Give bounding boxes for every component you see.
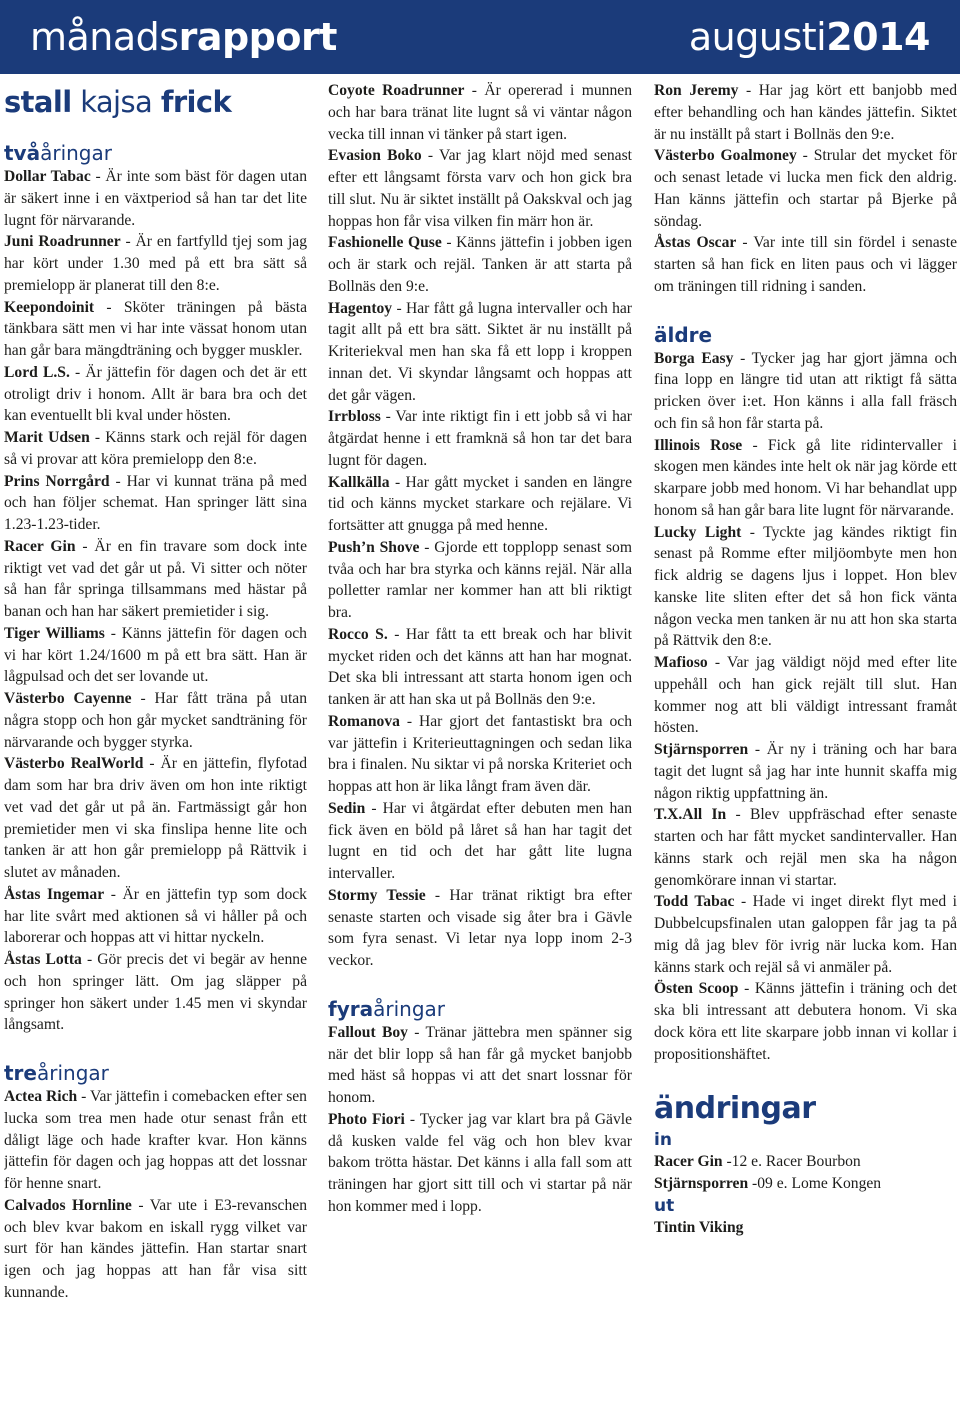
change-entry [654, 1173, 957, 1195]
horse-name: Fashionelle Quse [328, 234, 442, 252]
changes-out-list [654, 1217, 957, 1239]
horse-comment: - Var ute i E3-revanschen och blev kvar bakom en iskall rygg vilket var surt för han kändes jättefin. Han startar snart igen och jag hoppas att han får visa sitt kunnande. [4, 1196, 307, 1301]
horse-comment: - Har fått träna på utan några stopp och hon går mycket sandträning för närvarande och bygger styrka. [4, 690, 307, 751]
stable-name-last: frick [160, 85, 232, 119]
report-title-bold: rapport [178, 15, 337, 59]
horse-entry [328, 472, 632, 537]
three-year-horse-list-part-2 [328, 80, 632, 972]
spacer [4, 1036, 307, 1060]
horse-entry [328, 232, 632, 297]
horse-entry [4, 166, 307, 231]
horse-name: Västerbo Cayenne [4, 690, 132, 707]
horse-name: Åstas Lotta [4, 951, 82, 968]
horse-entry [4, 949, 307, 1036]
horse-entry [654, 435, 957, 522]
horse-comment: - Är en jättefin typ som dock har lite svårt med aktionen så vi håller på och laborerar och hoppas att vi hittar nyckeln. [4, 885, 307, 947]
horse-comment: - Har tränat riktigt bra efter senaste starten och visade sig åter bra i Gävle som fyra senast. Vi letar nya lopp inom 2-3 veckor. [328, 886, 632, 969]
horse-entry [4, 1086, 307, 1195]
horse-name: Coyote Roadrunner [328, 82, 465, 99]
horse-comment: - Var jag klart nöjd med senast efter ett långsamt första varv och hon gick bra till slut. Nu är siktet inställt på Oakskval och jag hoppas hon får visa vilken fin märr hon är. [328, 147, 632, 230]
horse-name: Åstas Ingemar [4, 885, 105, 903]
change-detail: -09 e. Lome Kongen [748, 1175, 882, 1192]
horse-entry [4, 427, 307, 471]
horse-name: Juni Roadrunner [4, 233, 121, 251]
horse-comment: - Tyckte jag kändes riktigt fin senast på Romme efter miljöombyte men hon fick aldrig se dagens ljus i loppet. Hon blev kanske lite sliten efter det så hon fick vänta någon vecka men tanken är nu att hon ska starta på Rättvik den 8:e. [654, 523, 957, 650]
horse-entry [654, 739, 957, 804]
section-heading-bold: fyra [328, 996, 374, 1021]
horse-entry [654, 145, 957, 232]
horse-entry [654, 232, 957, 297]
column-1 [4, 80, 307, 1401]
horse-entry [654, 978, 957, 1065]
horse-entry [328, 711, 632, 798]
section-heading-older [654, 322, 957, 348]
horse-comment: - Var jättefin i comebacken efter sen lucka som trea men hade otur senast från ett dåligt läge och hade krafter kvar. Hon känns jättefin för dagen och jag hoppas att det lossnar för henne snart. [4, 1088, 307, 1192]
horse-comment: - Var inte till sin fördel i senaste starten så han fick en liten paus och vi lägger om träningen till ridning i sanden. [654, 234, 957, 295]
horse-comment: - Är ny i träning och har bara tagit det lugnt så jag har inte hunnit skaffa mig någon riktig uppfattning än. [654, 741, 957, 802]
section-heading-four-year [328, 996, 632, 1022]
horse-entry [4, 231, 307, 296]
spacer [328, 972, 632, 996]
section-heading-three-year [4, 1060, 307, 1086]
section-heading-light: åringar [37, 1061, 109, 1085]
report-month [689, 15, 930, 59]
horse-entry [328, 1022, 632, 1109]
spacer [654, 298, 957, 322]
horse-comment: - Känns stark och rejäl för dagen så vi provar att köra premielopp den 8:e. [4, 429, 307, 468]
section-heading-bold: äldre [654, 322, 713, 347]
section-heading-light: åringar [40, 141, 112, 165]
horse-entry [4, 688, 307, 753]
horse-name: Östen Scoop [654, 980, 739, 998]
horse-name: Romanova [328, 712, 400, 730]
horse-entry [654, 80, 957, 145]
horse-name: Todd Tabac [654, 893, 735, 911]
horse-name: Keepondoinit [4, 298, 95, 316]
changes-in-list [654, 1151, 957, 1195]
horse-name: Tintin Viking [654, 1218, 744, 1236]
report-month-name: augusti [688, 15, 827, 59]
horse-comment: - Fick gå lite ridintervaller i skogen men kändes inte helt ok när jag körde ett skarpare jobb med honom. Vi har behandlat upp honom så han går bara lite lugnt för närvarande. [654, 436, 957, 519]
section-heading-bold: tre [4, 1061, 37, 1085]
horse-comment: - Har gått mycket i sanden en längre tid och känns mycket starkare och rejälare. Vi fortsätter att gnugga på med henne. [328, 473, 632, 534]
older-horse-list [654, 348, 957, 1066]
horse-entry [328, 298, 632, 407]
horse-comment: - Gör precis det vi begär av henne och hon springer lätt. Om jag släpper på springer hon säkert under 1.45 men vi skyndar långsamt. [4, 951, 307, 1034]
section-heading-bold: två [4, 141, 41, 165]
horse-name: Lord L.S. [4, 363, 70, 381]
three-year-horse-list-part-1 [4, 1086, 307, 1304]
change-entry [654, 1217, 957, 1239]
report-title [30, 15, 337, 59]
horse-comment: - Var jag väldigt nöjd med efter lite uppehåll och han gick rejält till slut. Han kommer nog att bli väldigt intressant framåt hösten. [654, 654, 957, 737]
horse-name: Hagentoy [328, 299, 393, 317]
horse-comment: - Är en fin travare som dock inte riktigt vet vad det går ut på. Vi sitter och nöter så han får springa tillsammans med hästar på banan och han har säkert premietider i sig. [4, 537, 307, 620]
horse-entry [4, 1195, 307, 1304]
horse-name: Åstas Oscar [654, 234, 737, 252]
horse-entry [654, 891, 957, 978]
horse-entry [4, 536, 307, 623]
horse-comment: - Har gjort det fantastiskt bra och var jättefin i Kriterieuttagningen och sedan lika bra i finalen. Nu siktar vi på norska Kriteriet och hoppas att hon är lika långt fram även där. [328, 712, 632, 795]
horse-name: Borga Easy [654, 349, 734, 367]
horse-entry [4, 297, 307, 362]
horse-name: Racer Gin [4, 537, 76, 555]
horse-name: Stjärnsporren [654, 741, 749, 758]
horse-comment: - Hade vi inget direkt flyt med i Dubbelcupsfinalen utan galoppen får jag ta på mig då jag blev för ivrig när lucka kom. Han känns stark och rejäl så vi anmäler på. [654, 893, 957, 976]
two-year-horse-list [4, 166, 307, 1036]
stable-label: stall [4, 85, 72, 119]
horse-entry [328, 80, 632, 145]
horse-entry [4, 623, 307, 688]
horse-comment: - Sköter träningen på bästa tänkbara sätt men vi har inte vässat honom utan han går bara mängdträning och bygger muskler. [4, 298, 307, 359]
horse-entry [654, 348, 957, 435]
section-heading-two-year [4, 140, 307, 166]
horse-name: Dollar Tabac [4, 168, 91, 185]
horse-comment: - Blev uppfräschad efter senaste starten och har fått mycket sandintervaller. Han känns stark och rejäl men ska ha någon genomkörare innan vi startar. [654, 806, 957, 889]
horse-comment: - Är inte som bäst för dagen utan är säkert inne i en växtperiod så han tar det lite lugnt för närvarande. [4, 168, 307, 229]
horse-name: Irrbloss [328, 408, 381, 426]
horse-comment: - Har fått ta ett break och har blivit mycket riden och det känns att han har mognat. Det ska bli intressant att starta honom igen och tanken är att han ska ut på Bollnäs den 9:e. [328, 625, 632, 708]
horse-entry [654, 652, 957, 739]
four-year-horse-list-part-2 [654, 80, 957, 298]
horse-entry [654, 522, 957, 653]
column-2 [328, 80, 632, 1401]
change-detail: -12 e. Racer Bourbon [722, 1153, 861, 1171]
horse-entry [4, 471, 307, 536]
horse-name: Actea Rich [4, 1088, 78, 1105]
changes-heading: ändringar [654, 1091, 816, 1127]
horse-entry [654, 804, 957, 891]
horse-name: Stjärnsporren [654, 1175, 749, 1192]
horse-name: Fallout Boy [328, 1023, 408, 1041]
horse-entry [328, 798, 632, 885]
horse-entry [328, 406, 632, 471]
horse-entry [328, 885, 632, 972]
horse-name: Tiger Williams [4, 624, 105, 642]
horse-entry [4, 753, 307, 884]
horse-entry [4, 884, 307, 949]
horse-entry [328, 624, 632, 711]
horse-entry [328, 145, 632, 232]
horse-name: Rocco S. [328, 625, 388, 643]
horse-comment: - Är jättefin för dagen och det är ett otroligt driv i honom. Allt är bara bra och det kan eventuellt bli kval under hösten. [4, 363, 307, 425]
horse-name: Marit Udsen [4, 429, 90, 446]
change-entry [654, 1151, 957, 1173]
horse-comment: - Tycker jag har gjort jämna och fina lopp en längre tid utan att riktigt få sätta pricken över i:et. Hon känns i alla fall fräsch och fin så hon får starta på. [654, 349, 957, 432]
horse-comment: - Tränar jättebra men spänner sig när det blir lopp så han får gå mycket banjobb med häst så hoppas vi att det snart lossnar för honom. [328, 1023, 632, 1106]
horse-comment: - Var inte riktigt fin i ett jobb så vi har åtgärdat henne i ett framknä så hon tar det bara lugnt för dagen. [328, 408, 632, 469]
horse-entry [328, 537, 632, 624]
horse-name: Västerbo Goalmoney [654, 147, 797, 165]
horse-comment: - Är en jättefin, flyfotad dam som har bra driv även om hon inte riktigt vet vad det går ut på än. Fartmässigt går hon premietider men vi ska finslipa henne lite och tanken är att hon går premielopp på Rättvik i slutet av månaden. [4, 755, 307, 881]
horse-name: Evasion Boko [328, 147, 422, 165]
changes-out-label: ut [654, 1195, 675, 1216]
horse-name: Ron Jeremy [654, 82, 739, 99]
horse-name: Kallkälla [328, 473, 390, 491]
horse-name: Calvados Hornline [4, 1196, 132, 1214]
horse-comment: - Har fått gå lugna intervaller och har tagit allt på ett bra sätt. Siktet är nu inställt på Kriteriekval men han ska få ett lopp i kroppen innan det. Vi skyndar långsamt och hoppas att det går vägen. [328, 299, 632, 404]
horse-comment: - Har jag kört ett banjobb med efter behandling och han kändes jättefin. Siktet är nu inställt på start i Bollnäs den 9:e. [654, 82, 957, 143]
horse-comment: - Strular det mycket för och senast letade vi lucka men fick den aldrig. Han känns jättefin och startar på Bjerke på söndag. [654, 147, 957, 230]
horse-name: Mafioso [654, 654, 708, 671]
section-heading-light: åringar [373, 996, 445, 1021]
horse-name: Illinois Rose [654, 436, 743, 454]
report-year: 2014 [826, 15, 930, 59]
horse-name: Prins Norrgård [4, 472, 110, 490]
report-title-light: månads [30, 15, 179, 59]
spacer [654, 1065, 957, 1089]
horse-comment: - Känns jättefin i jobben igen och är stark och rejäl. Tanken är att starta på Bollnäs den 9:e. [328, 234, 632, 295]
horse-entry [328, 1109, 632, 1218]
column-3 [654, 80, 957, 1401]
horse-name: Västerbo RealWorld [4, 755, 144, 773]
horse-name: Push’n Shove [328, 538, 420, 556]
stable-name-first: kajsa [80, 85, 153, 119]
horse-comment: - Känns jättefin i träning och det ska bli intressant att debutera honom. Vi ska dock köra ett lite skarpare jobb innan vi kollar i propositionshäftet. [654, 980, 957, 1063]
horse-name: Racer Gin [654, 1153, 723, 1171]
horse-comment: - Är en fartfylld tjej som jag har kört under 1.30 med på ett bra sätt så premielopp är planerat till den 8:e. [4, 233, 307, 294]
four-year-horse-list-part-1 [328, 1022, 632, 1218]
horse-name: Lucky Light [654, 523, 742, 541]
horse-comment: - Är opererad i munnen och har bara tränat lite lugnt så vi väntar någon vecka till innan vi tänker på start igen. [328, 82, 632, 143]
horse-entry [4, 362, 307, 427]
horse-name: Stormy Tessie [328, 886, 426, 904]
horse-comment: - Gjorde ett topplopp senast som tvåa och har bra styrka och känns rejäl. När alla polletter ramlar ner kommer han att bli riktigt bra. [328, 538, 632, 621]
horse-name: T.X.All In [654, 806, 727, 824]
changes-in-label: in [654, 1130, 672, 1151]
horse-comment: - Tycker jag var klart bra på Gävle då kusken valde fel väg och hon blev kvar bakom trötta hästar. Det känns i alla fall som att träningen har gjort sitt till och vi startar på när hon kommer med i lopp. [328, 1110, 632, 1215]
report-header-bar [0, 0, 960, 74]
horse-comment: - Känns jättefin för dagen och vi har kört 1.24/1600 m på ett bra sätt. Han är lågpulsad och det ser lovande ut. [4, 624, 307, 686]
horse-comment: - Har vi åtgärdat efter debuten men han fick även en böld på låret så han har tagit det lugnt en tid och det har gått lite lugna intervaller. [328, 799, 632, 882]
horse-comment: - Har vi kunnat träna på med och han följer schemat. Han springer lätt sina 1.23-1.23-tider. [4, 472, 307, 533]
horse-name: Sedin [328, 799, 366, 817]
stable-title [4, 82, 307, 122]
horse-name: Photo Fiori [328, 1110, 405, 1128]
